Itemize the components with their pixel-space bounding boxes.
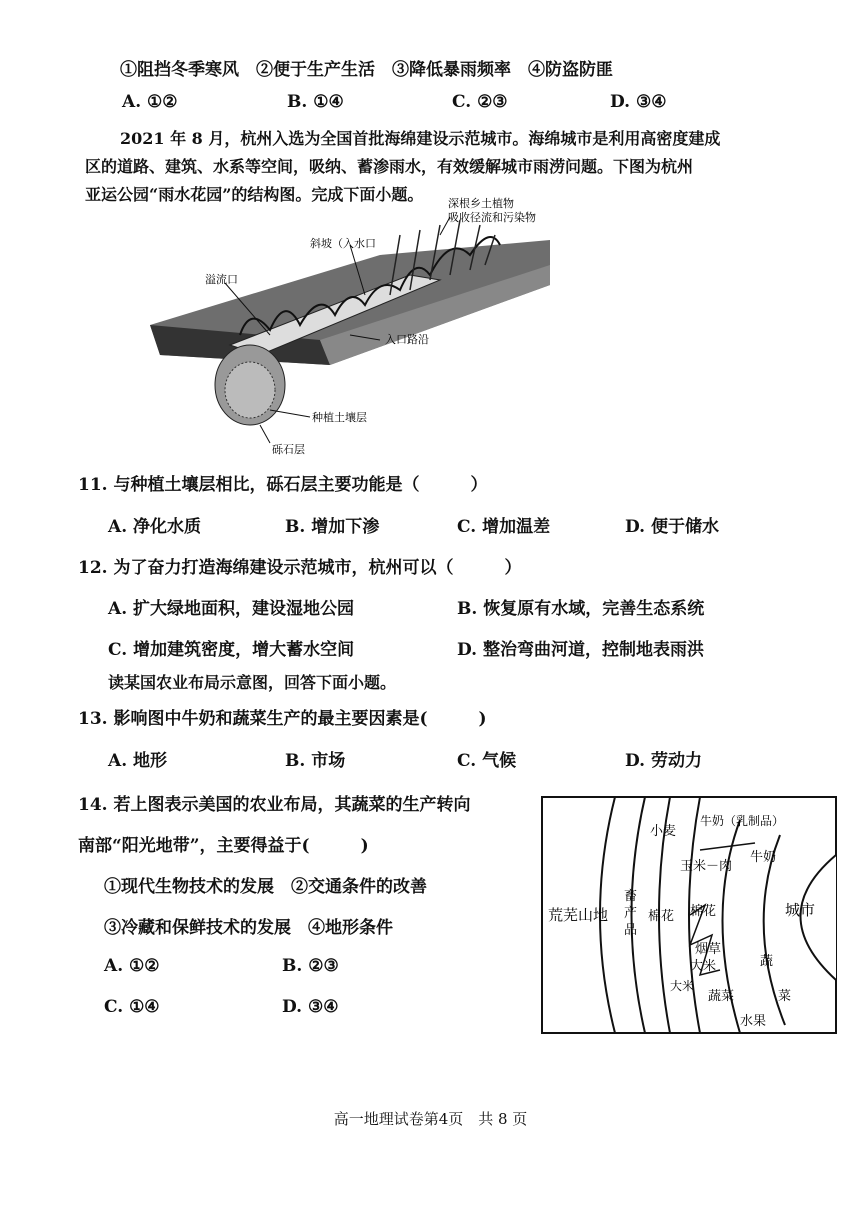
label-rice-2: 大米 bbox=[670, 979, 695, 993]
label-inlet: 入口路沿 bbox=[385, 333, 429, 346]
q12-option-b[interactable]: B. 恢复原有水域，完善生态系统 bbox=[457, 599, 705, 619]
q11-option-b[interactable]: B. 增加下渗 bbox=[285, 517, 380, 537]
page-footer: 高一地理试卷第4页 共 8 页 bbox=[333, 1110, 528, 1128]
svg-text:品: 品 bbox=[624, 923, 638, 938]
q13-option-a[interactable]: A. 地形 bbox=[108, 751, 168, 771]
q13-option-d[interactable]: D. 劳动力 bbox=[625, 751, 702, 771]
label-soil: 种植土壤层 bbox=[312, 411, 367, 424]
q13-intro: 读某国农业布局示意图，回答下面小题。 bbox=[108, 673, 397, 692]
label-milk-products: 牛奶（乳制品） bbox=[700, 814, 785, 828]
q12-option-d[interactable]: D. 整治弯曲河道，控制地表雨洪 bbox=[457, 640, 704, 660]
q10-option-b[interactable]: B. ①④ bbox=[287, 92, 344, 112]
label-livestock bbox=[624, 889, 637, 938]
label-rice: 大米 bbox=[690, 959, 717, 974]
q13-stem: 13. 影响图中牛奶和蔬菜生产的最主要因素是( ) bbox=[78, 709, 487, 729]
q10-option-c[interactable]: C. ②③ bbox=[452, 92, 508, 112]
q14-items-1: ①现代生物技术的发展 ②交通条件的改善 bbox=[104, 877, 427, 897]
q10-option-d[interactable]: D. ③④ bbox=[610, 92, 667, 112]
label-cotton-2: 棉花 bbox=[690, 904, 717, 919]
label-veg: 蔬 bbox=[760, 954, 774, 969]
q14-option-b[interactable]: B. ②③ bbox=[282, 956, 339, 976]
q14-items-2: ③冷藏和保鲜技术的发展 ④地形条件 bbox=[104, 918, 393, 938]
label-vegetables-inner: 蔬菜 bbox=[708, 989, 735, 1004]
q11-option-a[interactable]: A. 净化水质 bbox=[108, 517, 202, 537]
q14-stem-2: 南部“阳光地带”，主要得益于( ) bbox=[78, 836, 369, 856]
q11-option-d[interactable]: D. 便于储水 bbox=[625, 517, 719, 537]
q14-option-a[interactable]: A. ①② bbox=[104, 956, 160, 976]
label-corn-meat: 玉米－肉 bbox=[680, 859, 733, 874]
agriculture-layout-map bbox=[540, 795, 840, 1035]
svg-text:产: 产 bbox=[624, 906, 638, 921]
svg-text:畜: 畜 bbox=[624, 889, 638, 904]
q12-option-c[interactable]: C. 增加建筑密度，增大蓄水空间 bbox=[108, 640, 355, 660]
rain-garden-diagram bbox=[150, 195, 570, 465]
label-slope: 斜坡（入水口 bbox=[310, 237, 376, 250]
q14-stem-1: 14. 若上图表示美国的农业布局，其蔬菜的生产转向 bbox=[78, 795, 471, 815]
label-cotton: 棉花 bbox=[648, 909, 675, 924]
passage-line-2: 区的道路、建筑、水系等空间，吸纳、蓄渗雨水，有效缓解城市雨涝问题。下图为杭州 bbox=[85, 157, 694, 176]
q13-option-b[interactable]: B. 市场 bbox=[285, 751, 346, 771]
q11-option-c[interactable]: C. 增加温差 bbox=[457, 517, 551, 537]
q12-stem: 12. 为了奋力打造海绵建设示范城市，杭州可以（ ） bbox=[78, 558, 522, 578]
label-gravel: 砾石层 bbox=[272, 443, 305, 456]
q14-option-c[interactable]: C. ①④ bbox=[104, 997, 160, 1017]
q10-option-a[interactable]: A. ①② bbox=[122, 92, 178, 112]
label-overflow: 溢流口 bbox=[205, 273, 238, 286]
q14-option-d[interactable]: D. ③④ bbox=[282, 997, 339, 1017]
label-milk: 牛奶 bbox=[750, 850, 777, 865]
label-plants-2: 吸收径流和污染物 bbox=[448, 211, 536, 224]
label-plants-1: 深根乡土植物 bbox=[448, 197, 514, 210]
q11-stem: 11. 与种植土壤层相比，砾石层主要功能是（ ） bbox=[78, 475, 488, 495]
q10-items: ①阻挡冬季寒风 ②便于生产生活 ③降低暴雨频率 ④防盗防匪 bbox=[120, 60, 613, 80]
label-wheat: 小麦 bbox=[650, 824, 677, 839]
label-fruit: 水果 bbox=[740, 1014, 767, 1029]
q13-option-c[interactable]: C. 气候 bbox=[457, 751, 517, 771]
passage-line-3: 亚运公园“雨水花园”的结构图。完成下面小题。 bbox=[85, 185, 424, 204]
label-city: 城市 bbox=[785, 901, 816, 919]
passage-line-1: 2021 年 8 月，杭州入选为全国首批海绵建设示范城市。海绵城市是利用高密度建成 bbox=[120, 129, 721, 148]
label-wasteland: 荒芜山地 bbox=[548, 906, 609, 924]
label-veg-2: 菜 bbox=[778, 989, 792, 1004]
q12-option-a[interactable]: A. 扩大绿地面积，建设湿地公园 bbox=[108, 599, 355, 619]
label-tobacco: 烟草 bbox=[695, 942, 722, 957]
